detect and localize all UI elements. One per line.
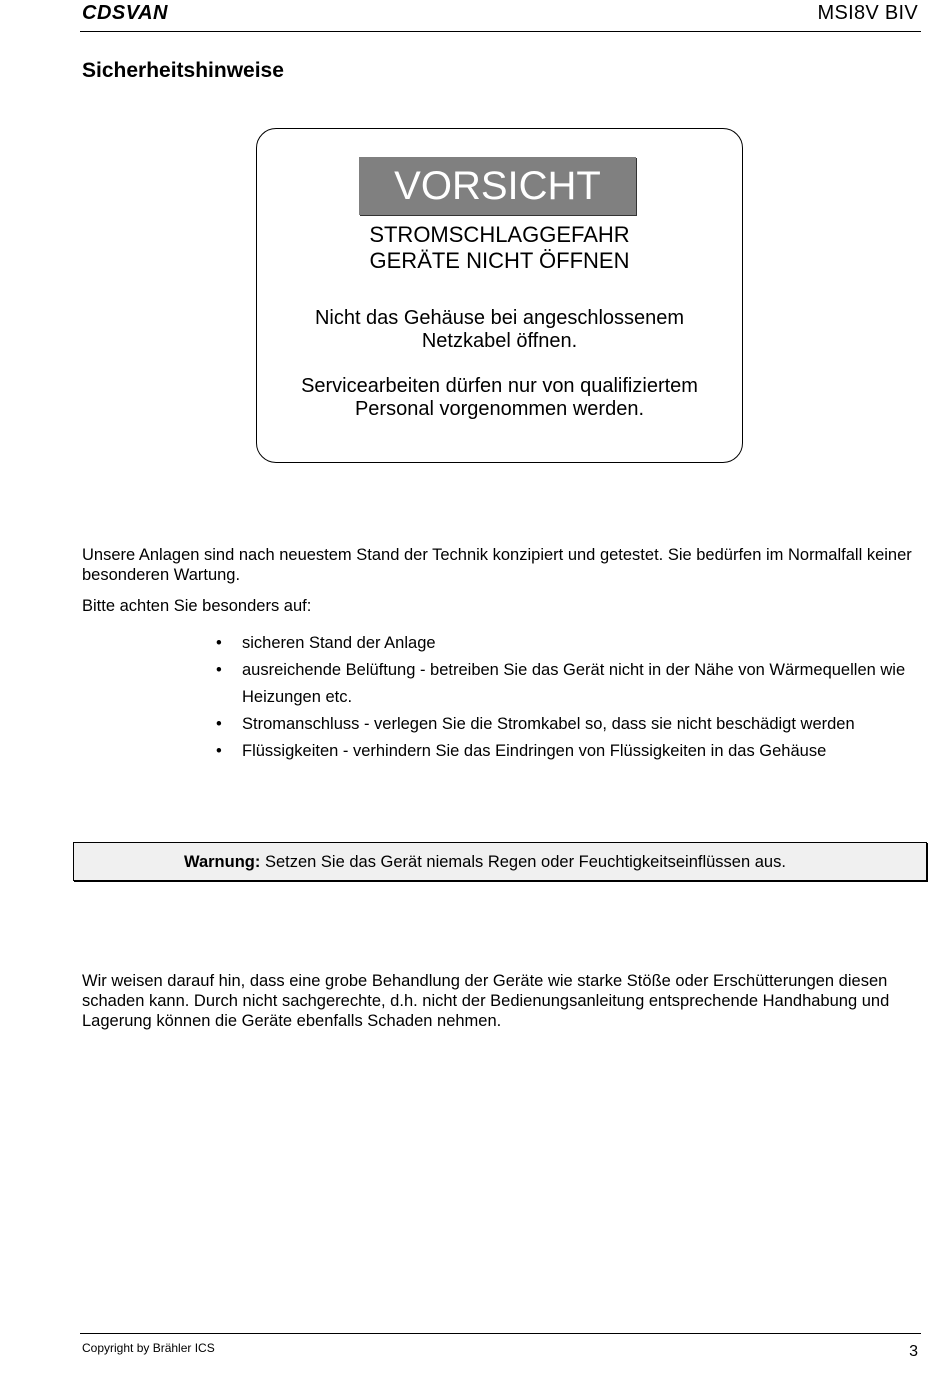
- list-item-text: Flüssigkeiten - verhindern Sie das Eindringen von Flüssigkeiten in das Gehäuse: [242, 742, 827, 760]
- list-item-text: Stromanschluss - verlegen Sie die Stromkabel so, dass sie nicht beschädigt werden: [242, 715, 855, 733]
- page-title: Sicherheitshinweise: [82, 59, 284, 82]
- bullet-icon: •: [216, 661, 222, 679]
- warning-text: Setzen Sie das Gerät niemals Regen oder Feuchtigkeitseinflüssen aus.: [264, 853, 786, 871]
- list-item: [216, 738, 926, 765]
- caution-text-1a: Nicht das Gehäuse bei angeschlossenem: [314, 307, 685, 329]
- list-item: [216, 711, 926, 738]
- footer-rule: [80, 1333, 921, 1334]
- bullet-icon: •: [216, 742, 222, 760]
- copyright-text: Copyright by Brähler ICS: [82, 1341, 215, 1355]
- warning-box: [73, 842, 927, 881]
- intro-paragraph: Unsere Anlagen sind nach neuestem Stand der Technik konzipiert und getestet. Sie bedürfen im Normalfall keiner besonderen Wartung.: [82, 546, 912, 584]
- attention-paragraph: Bitte achten Sie besonders auf:: [82, 597, 312, 615]
- bullet-icon: •: [216, 634, 222, 652]
- brand-logo-text: CDSVAN: [82, 2, 168, 24]
- caution-line-1: STROMSCHLAGGEFAHR: [369, 222, 630, 247]
- closing-paragraph: Wir weisen darauf hin, dass eine grobe Behandlung der Geräte wie starke Stöße oder Erschütterungen diesen schaden kann. Durch nicht sachgerechte, d.h. nicht der Bedienungsanleitung entsprechende Handhabung und Lagerung können die Geräte ebenfalls Schaden nehmen.: [82, 972, 890, 1030]
- list-item: [216, 630, 926, 657]
- list-item: [216, 657, 926, 711]
- caution-text-2b: Personal vorgenommen werden.: [354, 398, 645, 420]
- caution-text-2a: Servicearbeiten dürfen nur von qualifiziertem: [301, 375, 698, 397]
- caution-label: VORSICHT: [359, 157, 636, 215]
- bullet-list: [216, 630, 926, 765]
- caution-line-2: GERÄTE NICHT ÖFFNEN: [369, 248, 630, 273]
- page-number: 3: [909, 1343, 918, 1360]
- header-rule: [80, 31, 921, 32]
- list-item-text: ausreichende Belüftung - betreiben Sie das Gerät nicht in der Nähe von Wärmequellen wie Heizungen etc.: [242, 661, 906, 706]
- caution-box: [256, 128, 743, 463]
- list-item-text: sicheren Stand der Anlage: [242, 634, 436, 652]
- warning-label: Warnung:: [184, 853, 261, 871]
- caution-text-1b: Netzkabel öffnen.: [421, 330, 578, 352]
- model-name: MSI8V BIV: [817, 2, 918, 24]
- bullet-icon: •: [216, 715, 222, 733]
